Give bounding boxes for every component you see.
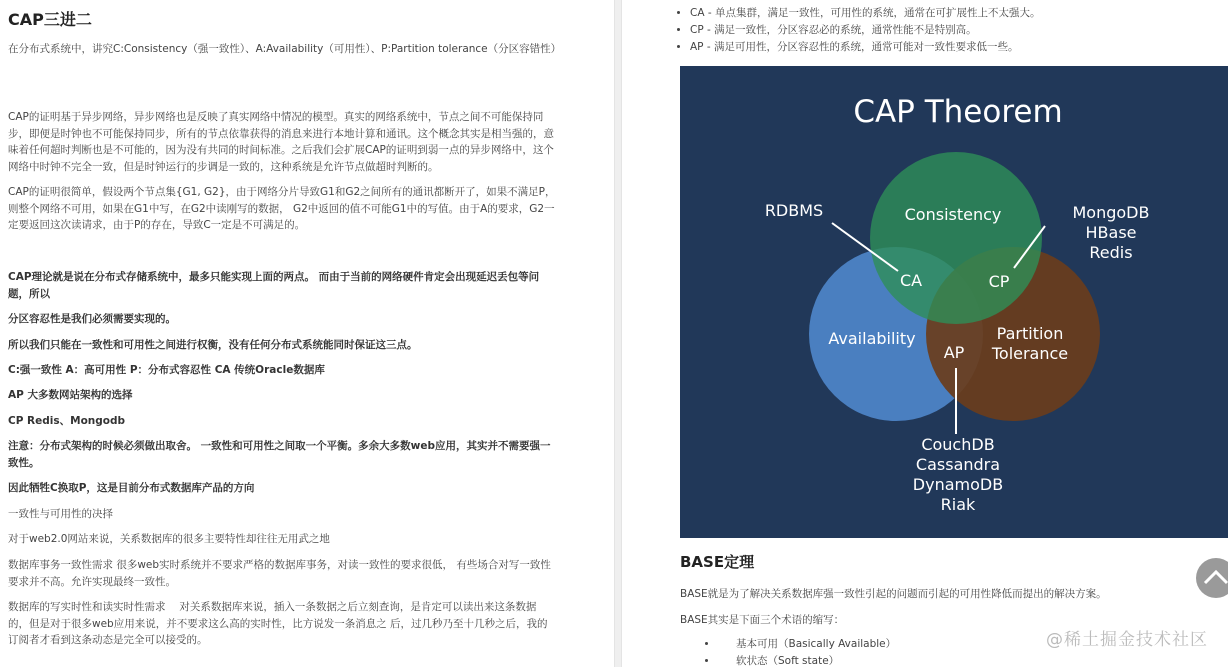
paragraph: 数据库的写实时性和读实时性需求 对关系数据库来说，插入一条数据之后立刻查询，是肯定可以读出来这条数据的，但是对于很多web应用来说，并不要求这么高的实时性，比方说发一条消息之 后，过几秒乃至十几秒之后，我的订阅者才看到这条动态是完全可以接受的。 [8,601,548,646]
paragraph: CAP的证明很简单，假设两个节点集{G1, G2}，由于网络分片导致G1和G2之间所有的通讯都断开了，如果不满足P，则整个网络不可用，如果在G1中写，在G2中读刚写的数据， G2中返回的值不可能G1中的写值。由于A的要求，G2一定要返回这次读请求，由于P的存在，导致C一定是不可满足的。 [8,186,556,231]
paragraph: CAP的证明基于异步网络，异步网络也是反映了真实网络中情况的模型。真实的网络系统中，节点之间不可能保持同步，即便是时钟也不可能保持同步，所有的节点依靠获得的消息来进行本地计算和通讯。这个概念其实是相当强的，意味着任何超时判断也是不可能的，因为没有共同的时间标准。之后我们会扩展CAP的证明到弱一点的异步网络中，这个网络中时钟不完全一致，但是时钟运行的步调是一致的，这种系统是允许节点做超时判断的。 [8,111,554,173]
cp-example: MongoDB [1072,203,1150,222]
consistency-circle [870,152,1042,324]
list-item: • AP - 满足可用性，分区容忍性的系统，通常可能对一致性要求低一些。 [690,39,1040,56]
base-list [698,636,896,667]
list-item: • 基本可用（Basically Available） [718,636,896,653]
availability-label: Availability [828,329,916,348]
cp-example: HBase [1085,223,1137,242]
list-item: • CP - 满足一致性，分区容忍必的系统，通常性能不是特别高。 [690,22,1040,39]
paragraph: 对于web2.0网站来说，关系数据库的很多主要特性却往往无用武之地 [8,533,330,545]
paragraph: CAP理论就是说在分布式存储系统中，最多只能实现上面的两点。 而由于当前的网络硬件肯定会出现延迟丢包等问题，所以 [8,271,540,300]
ca-label: CA [899,271,923,290]
base-title: BASE定理 [680,553,755,571]
chevron-up-icon [1196,558,1228,598]
tolerance-label: Tolerance [991,344,1069,363]
cp-example: Redis [1089,243,1133,262]
ca-example: RDBMS [764,201,824,220]
consistency-label: Consistency [904,205,1002,224]
paragraph: 数据库事务一致性需求 很多web实时系统并不要求严格的数据库事务，对读一致性的要求很低， 有些场合对写一致性要求并不高。允许实现最终一致性。 [8,559,551,588]
cap-theorem-diagram [680,66,1228,538]
cap-bullet-list [670,5,1040,56]
paragraph: 在分布式系统中，讲究C:Consistency（强一致性）、A:Availability（可用性）、P:Partition tolerance（分区容错性） [8,43,562,55]
partition-label: Partition [996,324,1064,343]
paragraph: BASE其实是下面三个术语的缩写： [680,614,845,626]
paragraph: CP Redis、Mongodb [8,415,126,427]
paragraph: 分区容忍性是我们必须需要实现的。 [8,313,176,325]
paragraph: C:强一致性 A：高可用性 P：分布式容忍性 CA 传统Oracle数据库 [8,364,325,376]
page-divider [614,0,622,667]
paragraph: 注意：分布式架构的时候必须做出取舍。 一致性和可用性之间取一个平衡。多余大多数web应用，其实并不需要强一致性。 [8,440,551,469]
cp-label: CP [988,272,1010,291]
paragraph: 所以我们只能在一致性和可用性之间进行权衡，没有任何分布式系统能同时保证这三点。 [8,339,418,351]
paragraph: BASE就是为了解决关系数据库强一致性引起的问题而引起的可用性降低而提出的解决方案。 [680,588,1107,600]
list-item: • 软状态（Soft state） [718,653,896,667]
ap-label: AP [943,343,965,362]
ap-example: Cassandra [915,455,1001,474]
ap-example: DynamoDB [912,475,1004,494]
section-title: CAP三进二 [8,10,92,29]
list-item: • CA - 单点集群，满足一致性，可用性的系统，通常在可扩展性上不太强大。 [690,5,1040,22]
paragraph: AP 大多数网站架构的选择 [8,389,133,401]
paragraph: 因此牺牲C换取P，这是目前分布式数据库产品的方向 [8,482,255,494]
paragraph: 一致性与可用性的决择 [8,508,113,520]
ap-example: Riak [940,495,976,514]
diagram-title: CAP Theorem [853,94,1063,130]
scroll-to-top-button[interactable] [1196,558,1228,598]
watermark: @稀土掘金技术社区 [1046,630,1208,650]
ap-example: CouchDB [921,435,995,454]
right-page [622,0,1228,667]
